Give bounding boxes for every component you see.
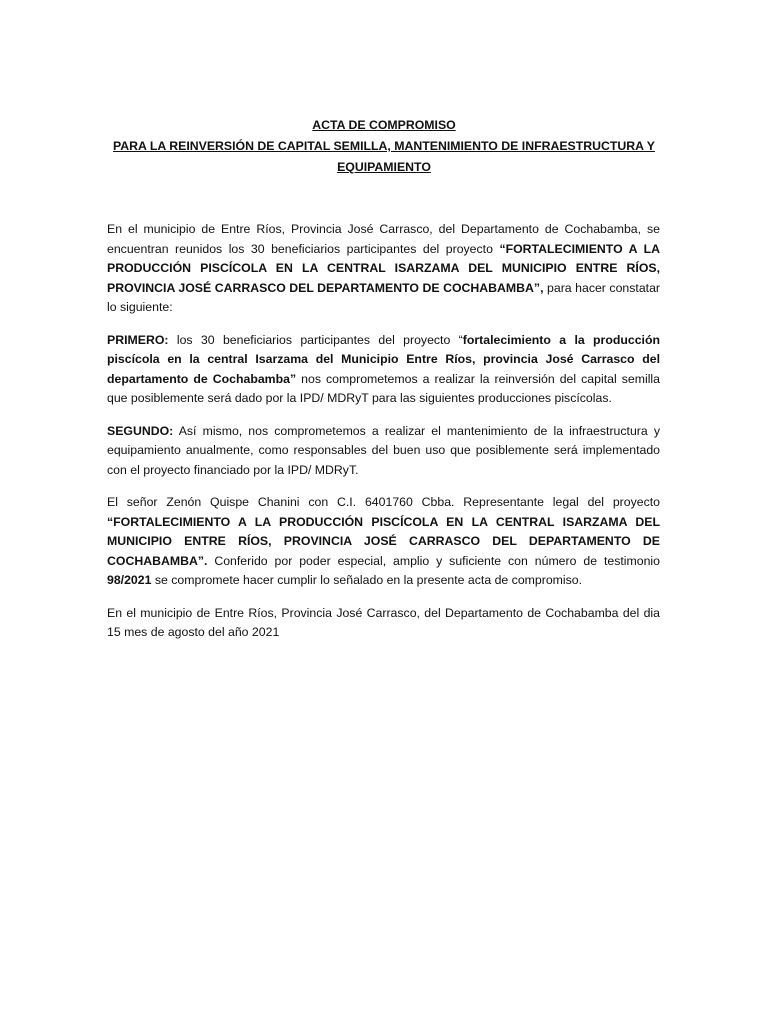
primero-outro: nos comprometemos a realizar la reinversión del capital semilla que posiblemente será dado por la IPD/ MDRyT para las siguientes producciones piscícolas. xyxy=(107,371,661,405)
project-name: “FORTALECIMIENTO A LA PRODUCCIÓN PISCÍCOLA EN LA CENTRAL ISARZAMA DEL MUNICIPIO ENTRE RÍOS, PROVINCIA JOSÉ CARRASCO DEL DEPARTAMENTO DE COCHABAMBA”, xyxy=(107,241,660,295)
document-header xyxy=(100,115,668,178)
paragraph-intro-text: En el municipio de Entre Ríos, Provincia José Carrasco, del Departamento de Cochabamba, se encuentran reunidos los 30 beneficiarios participantes del proyecto xyxy=(107,222,660,256)
paragraph-primero xyxy=(107,331,660,409)
representante-intro: El señor Zenón Quispe Chanini con C.I. 6401760 Cbba. Representante legal del proyecto xyxy=(107,495,660,509)
paragraph-segundo xyxy=(107,422,660,481)
representante-outro: se compromete hacer cumplir lo señalado en la presente acta de compromiso. xyxy=(151,573,583,587)
paragraph-representante xyxy=(107,493,660,591)
segundo-label: SEGUNDO: xyxy=(107,423,174,438)
testimonio-number: 98/2021 xyxy=(107,573,152,587)
primero-intro: los 30 beneficiarios participantes del proyecto “ xyxy=(168,332,463,347)
paragraph-fecha xyxy=(107,604,660,643)
document-subtitle-line-1: PARA LA REINVERSIÓN DE CAPITAL SEMILLA, MANTENIMIENTO DE INFRAESTRUCTURA Y xyxy=(113,139,655,153)
paragraph-intro xyxy=(107,220,660,318)
document-body xyxy=(107,220,660,656)
primero-label: PRIMERO: xyxy=(107,332,169,347)
fecha-text: En el municipio de Entre Ríos, Provincia José Carrasco, del Departamento de Cochabamba del dia 15 mes de agosto del año 2021 xyxy=(107,605,660,639)
segundo-text: Así mismo, nos comprometemos a realizar el mantenimiento de la infraestructura y equipamiento anualmente, como responsables del buen uso que posiblemente será implementado con el proyecto financiado por la IPD/ MDRyT. xyxy=(107,423,660,477)
document-title: ACTA DE COMPROMISO xyxy=(312,118,456,132)
representante-middle: Conferido por poder especial, amplio y suficiente con número de testimonio xyxy=(207,553,660,568)
document-subtitle-line-2: EQUIPAMIENTO xyxy=(337,160,431,174)
primero-project: fortalecimiento a la producción piscícola en la central Isarzama del Municipio Entre Ríos, provincia José Carrasco del departamento de Cochabamba” xyxy=(107,332,660,386)
paragraph-intro-outro: para hacer constatar lo siguiente: xyxy=(107,280,661,314)
representante-project: “FORTALECIMIENTO A LA PRODUCCIÓN PISCÍCOLA EN LA CENTRAL ISARZAMA DEL MUNICIPIO ENTRE RÍOS, PROVINCIA JOSÉ CARRASCO DEL DEPARTAMENTO DE COCHABAMBA”. xyxy=(107,514,660,568)
